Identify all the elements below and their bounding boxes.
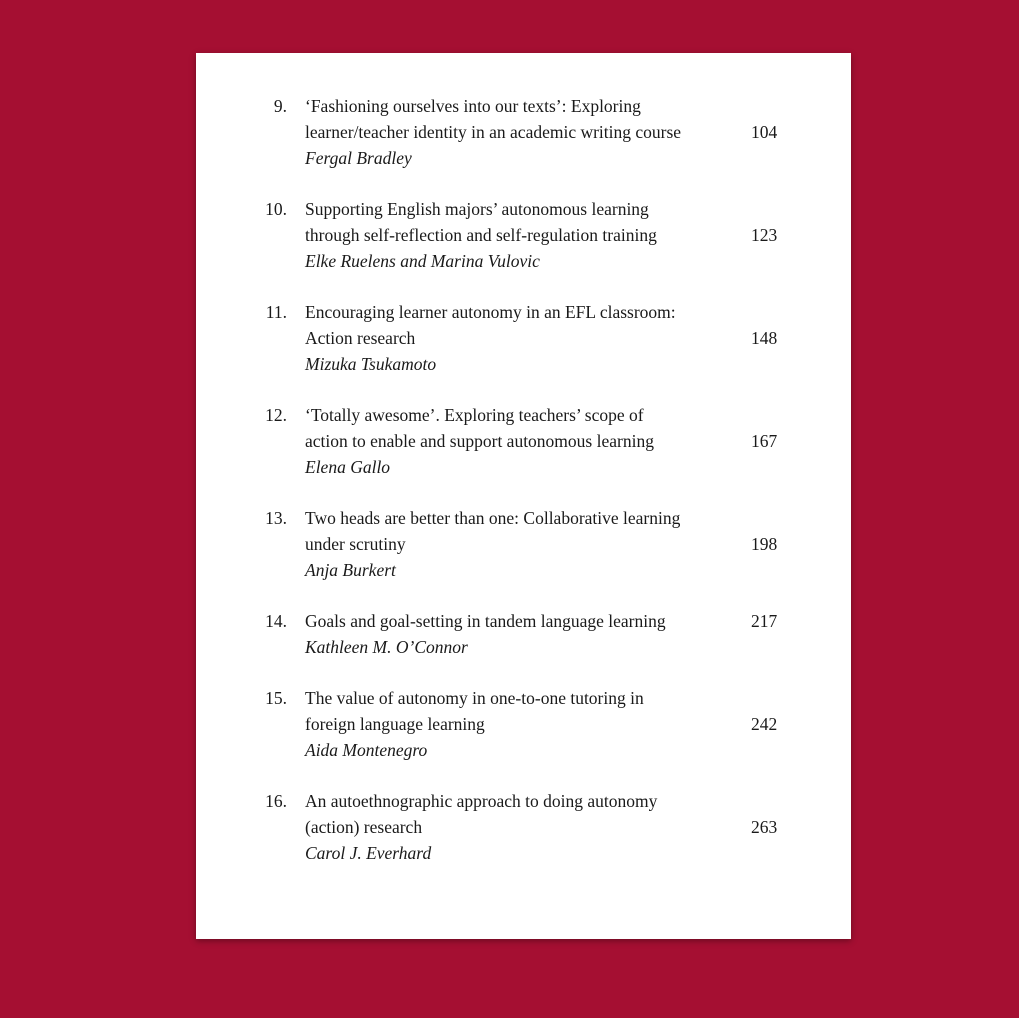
page-number: 263 (751, 817, 778, 837)
chapter-number: 14. (265, 611, 287, 631)
chapter-author: Aida Montenegro (305, 740, 428, 760)
chapter-title-line: The value of autonomy in one-to-one tutoring in (305, 688, 644, 708)
page-number: 167 (751, 431, 778, 451)
page-number: 123 (751, 225, 778, 245)
chapter-number: 15. (265, 688, 287, 708)
chapter-title (305, 685, 745, 763)
chapter-title-line: learner/teacher identity in an academic writing course (305, 122, 682, 142)
chapter-title-line: action to enable and support autonomous learning (305, 431, 654, 451)
page-number: 217 (751, 611, 778, 631)
chapter-number: 11. (265, 302, 287, 322)
chapter-title (305, 196, 745, 274)
chapter-title-line: (action) research (305, 817, 423, 837)
chapter-title-line: Encouraging learner autonomy in an EFL classroom: (305, 302, 676, 322)
chapter-number: 10. (265, 199, 287, 219)
chapter-number: 13. (265, 508, 287, 528)
chapter-number: 9. (273, 96, 287, 116)
chapter-author: Elena Gallo (305, 457, 391, 477)
chapter-author: Carol J. Everhard (305, 843, 432, 863)
chapter-title-line: An autoethnographic approach to doing autonomy (305, 791, 658, 811)
page-number: 242 (751, 714, 778, 734)
chapter-number: 16. (265, 791, 287, 811)
chapter-title (305, 608, 745, 660)
chapter-title-line: ‘Totally awesome’. Exploring teachers’ scope of (305, 405, 644, 425)
chapter-title (305, 93, 745, 171)
chapter-author: Elke Ruelens and Marina Vulovic (305, 251, 540, 271)
chapter-author: Anja Burkert (305, 560, 396, 580)
chapter-title-line: Two heads are better than one: Collaborative learning (305, 508, 681, 528)
chapter-title (305, 505, 745, 583)
chapter-title-line: Action research (305, 328, 416, 348)
chapter-title (305, 402, 745, 480)
page-number: 148 (751, 328, 778, 348)
page-number: 104 (751, 122, 778, 142)
chapter-title-line: Supporting English majors’ autonomous learning (305, 199, 649, 219)
chapter-title-line: through self-reflection and self-regulation training (305, 225, 657, 245)
chapter-author: Fergal Bradley (305, 148, 412, 168)
book-page (196, 53, 851, 939)
chapter-title-line: Goals and goal-setting in tandem language learning (305, 611, 666, 631)
chapter-number: 12. (265, 405, 287, 425)
chapter-title-line: ‘Fashioning ourselves into our texts’: Exploring (305, 96, 641, 116)
chapter-title-line: foreign language learning (305, 714, 485, 734)
chapter-title-line: under scrutiny (305, 534, 406, 554)
page-number: 198 (751, 534, 778, 554)
chapter-author: Mizuka Tsukamoto (305, 354, 437, 374)
chapter-title (305, 299, 745, 377)
chapter-title (305, 788, 745, 866)
chapter-author: Kathleen M. O’Connor (305, 637, 468, 657)
